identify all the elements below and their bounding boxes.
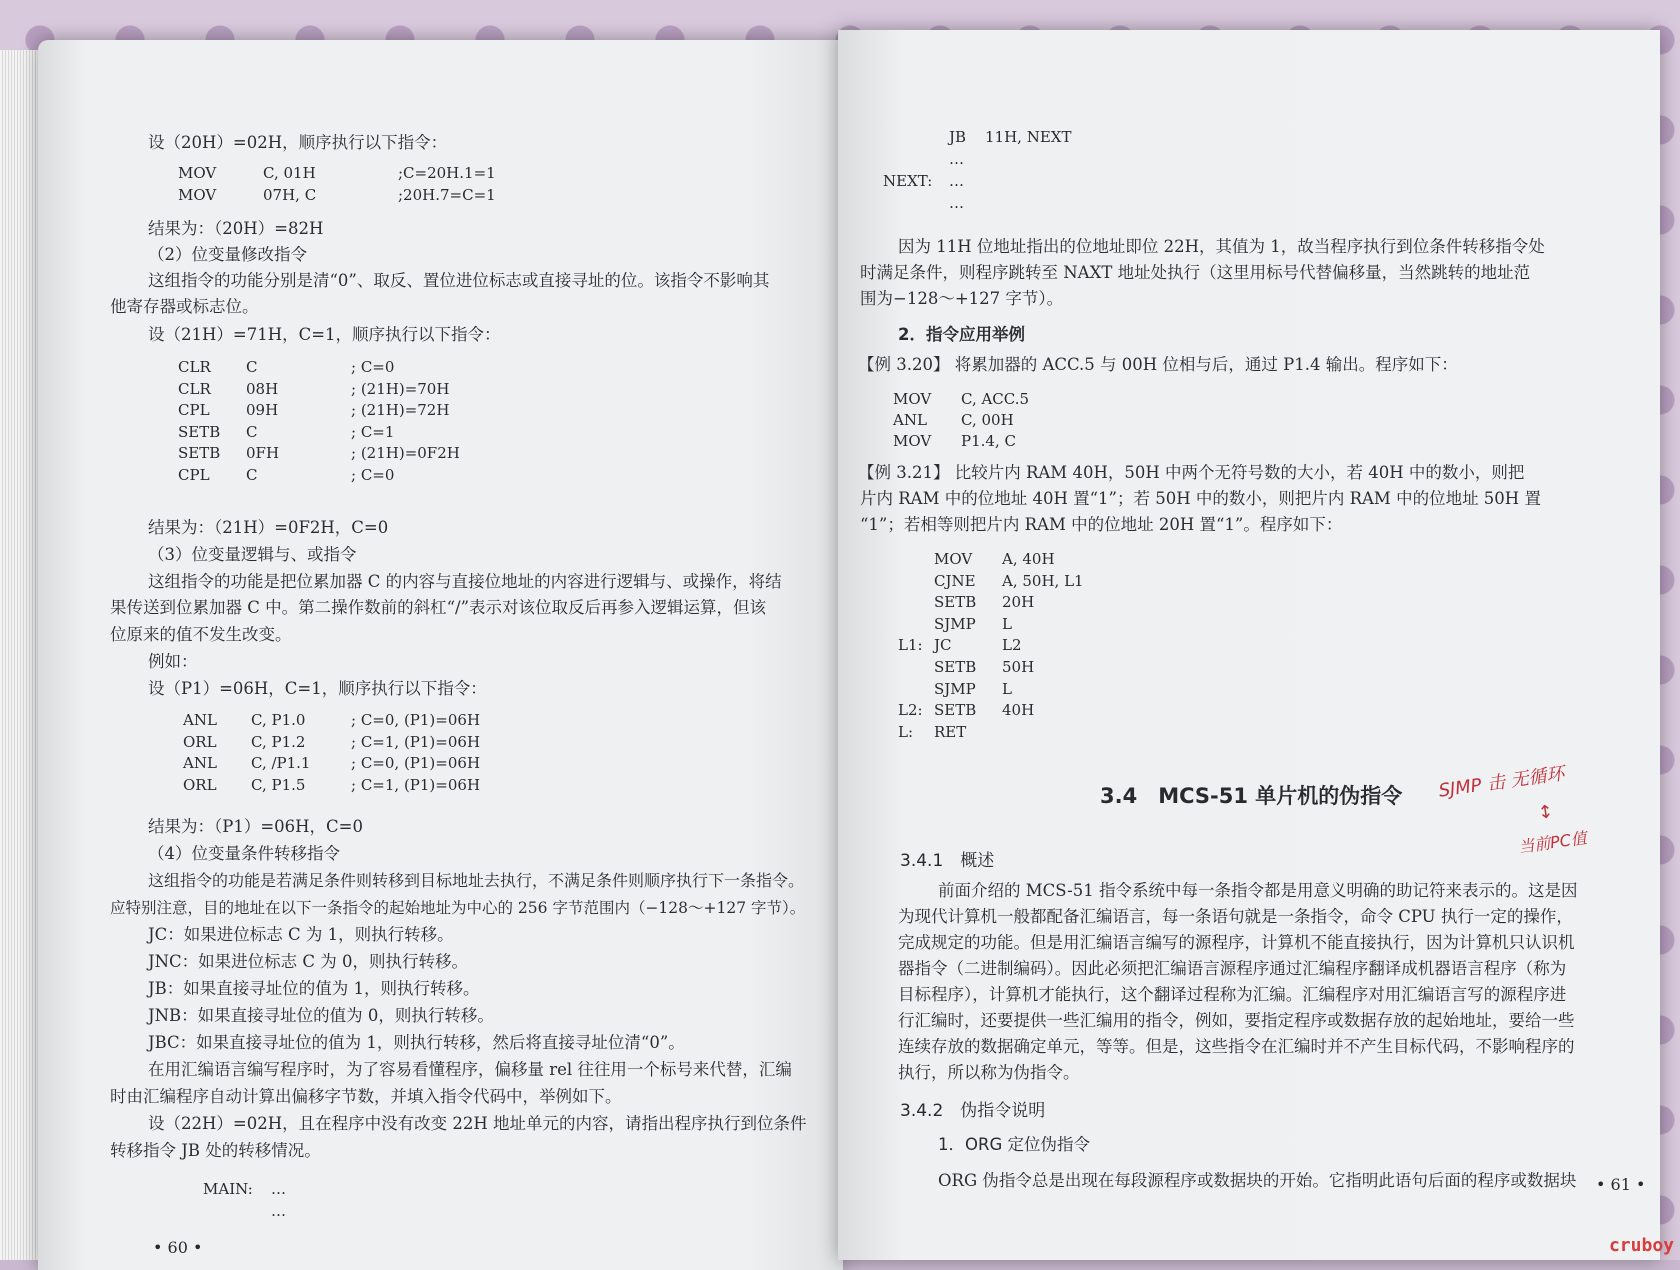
text-line: 他寄存器或标志位。 [110, 297, 259, 316]
code-block [893, 388, 1081, 451]
code-line [178, 464, 511, 486]
code-token: C, ACC.5 [961, 390, 1030, 408]
text-line: ORG 伪指令总是出现在每段源程序或数据块的开始。它指明此语句后面的程序或数据块 [938, 1171, 1577, 1190]
code-line [178, 356, 511, 378]
code-token: MOV [178, 186, 217, 204]
code-token: SJMP [934, 679, 976, 698]
page-number: • 60 • [153, 1238, 203, 1257]
text-line: 在用汇编语言编写程序时，为了容易看懂程序，偏移量 rel 往往用一个标号来代替，汇编 [148, 1060, 792, 1079]
code-token: C, 00H [961, 411, 1014, 429]
subsection-heading: 3.4.2 伪指令说明 [900, 1101, 1046, 1121]
text-line: 目标程序），计算机才能执行，这个翻译过程称为汇编。汇编程序对用汇编语言写的源程序进 [898, 985, 1567, 1004]
text-line: 【例 3.20】 将累加器的 ACC.5 与 00H 位相与后，通过 P1.4 输出。程序如下： [858, 355, 1458, 374]
code-token: SETB [178, 444, 221, 462]
code-block [178, 356, 511, 485]
code-token: ;20H.7=C=1 [398, 186, 496, 204]
text-line: JC：如果进位标志 C 为 1，则执行转移。 [148, 925, 454, 944]
code-token: ; (21H)=72H [351, 401, 450, 419]
text-line: 转移指令 JB 处的转移情况。 [110, 1141, 321, 1160]
code-line [883, 126, 1125, 148]
code-token: C, P1.2 [251, 732, 306, 751]
code-token: C, 01H [263, 164, 316, 182]
code-line [883, 148, 1125, 170]
code-token: L [1002, 679, 1012, 698]
text-line: 时由汇编程序自动计算出偏移字节数，并填入指令代码中，举例如下。 [110, 1087, 622, 1106]
code-line [183, 752, 521, 774]
code-line [883, 170, 1125, 192]
code-line [203, 1200, 311, 1222]
text-line: （2）位变量修改指令 [148, 245, 307, 264]
code-token: L2: [898, 701, 923, 720]
code-token: C [246, 358, 258, 376]
text-line: 为现代计算机一般都配备汇编语言，每一条语句就是一条指令，命令 CPU 执行一定的操作， [898, 907, 1573, 926]
text-line: 这组指令的功能分别是清“0”、取反、置位进位标志或直接寻址的位。该指令不影响其 [148, 271, 770, 290]
code-token: CPL [178, 465, 210, 484]
code-line [183, 774, 521, 796]
text-line: 行汇编时，还要提供一些汇编用的指令，例如，要指定程序或数据存放的起始地址，要给一些 [898, 1011, 1575, 1030]
book-edge [0, 50, 38, 1260]
code-line [893, 409, 1081, 430]
code-token: ;C=20H.1=1 [398, 164, 496, 182]
code-token: SETB [178, 422, 221, 441]
code-token: ; C=1 [351, 422, 395, 441]
code-token: SETB [934, 701, 977, 720]
code-token: … [271, 1202, 286, 1220]
code-token: CLR [178, 358, 211, 376]
code-token: C [246, 422, 258, 441]
text-line: 设（P1）=06H，C=1，顺序执行以下指令： [148, 679, 487, 698]
code-token: ANL [893, 411, 927, 429]
code-line [898, 721, 1122, 743]
text-line: JB：如果直接寻址位的值为 1，则执行转移。 [148, 979, 480, 998]
code-token: ; C=0, (P1)=06H [351, 711, 481, 729]
code-line [893, 430, 1081, 451]
code-token: L: [898, 722, 914, 741]
code-line [898, 678, 1122, 700]
code-block [883, 126, 1125, 214]
code-token: CPL [178, 401, 210, 419]
text-line: 完成规定的功能。但是用汇编语言编写的源程序，计算机不能直接执行，因为计算机只认识机 [898, 933, 1575, 952]
code-token: CJNE [934, 571, 976, 590]
section-heading: 3.4 MCS-51 单片机的伪指令 [1100, 784, 1403, 808]
code-token: C [246, 465, 258, 484]
code-token: MOV [893, 390, 932, 408]
code-token: ; C=0 [351, 465, 395, 484]
code-token: ORL [183, 732, 217, 751]
right-page [838, 30, 1660, 1260]
code-token: 07H, C [263, 186, 317, 204]
code-token: L1: [898, 636, 923, 655]
code-line [178, 399, 511, 421]
code-token: … [949, 194, 964, 212]
code-line [898, 656, 1122, 678]
code-token: … [949, 172, 964, 190]
text-line: （3）位变量逻辑与、或指令 [148, 545, 357, 564]
code-token: A, 50H, L1 [1002, 571, 1084, 590]
code-line [178, 421, 511, 443]
code-token: ; C=1, (P1)=06H [351, 732, 481, 751]
code-token: L [1002, 614, 1012, 633]
code-token: ; C=0, (P1)=06H [351, 754, 481, 772]
code-token: SETB [934, 593, 977, 612]
code-block [183, 709, 521, 795]
code-line [883, 192, 1125, 214]
subsection-heading: 3.4.1 概述 [900, 851, 995, 871]
code-token: ORL [183, 775, 217, 794]
code-line [898, 591, 1122, 613]
code-line [183, 709, 521, 731]
text-line: 这组指令的功能是把位累加器 C 的内容与直接位地址的内容进行逻辑与、或操作，将结 [148, 572, 782, 591]
text-line: JNC：如果进位标志 C 为 0，则执行转移。 [148, 952, 469, 971]
code-token: ; (21H)=0F2H [351, 444, 460, 462]
code-line [898, 613, 1122, 635]
code-token: 50H [1002, 657, 1035, 676]
code-token: … [949, 150, 964, 168]
code-block [898, 548, 1122, 742]
code-token: 40H [1002, 701, 1035, 720]
code-line [178, 442, 511, 464]
text-line: 结果为：（P1）=06H，C=0 [148, 817, 364, 836]
code-token: ; C=0 [351, 358, 395, 376]
code-token: SJMP [934, 614, 976, 633]
handwritten-annotation: SJMP 击 无循环 [1437, 763, 1566, 802]
code-token: SETB [934, 657, 977, 676]
text-line: 例如： [148, 652, 198, 671]
text-line: 结果为：（21H）=0F2H，C=0 [148, 518, 389, 537]
code-token: CLR [178, 379, 211, 398]
text-line: 结果为：（20H）=82H [148, 219, 324, 238]
code-token: ANL [183, 754, 217, 772]
code-token: C, P1.5 [251, 775, 306, 794]
code-token: MAIN: [203, 1180, 253, 1198]
code-token: ANL [183, 711, 217, 729]
code-token: 0FH [246, 444, 280, 462]
code-token: … [271, 1180, 286, 1198]
text-line: 设（21H）=71H，C=1，顺序执行以下指令： [148, 325, 501, 344]
code-token: MOV [178, 164, 217, 182]
text-line: （4）位变量条件转移指令 [148, 844, 340, 863]
code-token: 08H [246, 379, 279, 398]
code-token: NEXT: [883, 172, 933, 190]
code-token: 20H [1002, 593, 1035, 612]
text-line: “1”；若相等则把片内 RAM 中的位地址 20H 置“1”。程序如下： [860, 515, 1343, 534]
text-line: JBC：如果直接寻址位的值为 1，则执行转移，然后将直接寻址位清“0”。 [148, 1033, 685, 1052]
code-block [178, 162, 558, 206]
text-line: 应特别注意，目的地址在以下一条指令的起始地址为中心的 256 字节范围内（−128～+127 字节）。 [110, 899, 806, 917]
code-block [203, 1178, 311, 1222]
subheading: 2．指令应用举例 [898, 325, 1025, 344]
handwritten-arrow: ↕ [1536, 801, 1555, 824]
text-line: 器指令（二进制编码）。因此必须把汇编语言源程序通过汇编程序翻译成机器语言程序（称为 [898, 959, 1567, 978]
code-line [183, 731, 521, 753]
page-number: • 61 • [1596, 1175, 1646, 1194]
code-line [898, 570, 1122, 592]
code-token: JB [949, 128, 967, 146]
code-token: ; (21H)=70H [351, 379, 450, 398]
text-line: 执行，所以称为伪指令。 [898, 1063, 1080, 1082]
text-line: 片内 RAM 中的位地址 40H 置“1”；若 50H 中的数小，则把片内 RAM 中的位地址 50H 置 [860, 489, 1541, 508]
code-token: A, 40H [1002, 550, 1055, 568]
code-line [178, 378, 511, 400]
text-line: 因为 11H 位地址指出的位地址即位 22H，其值为 1，故当程序执行到位条件转移指令处 [898, 237, 1545, 256]
handwritten-annotation: 当前PC值 [1517, 828, 1588, 857]
code-line [178, 184, 558, 206]
left-page [38, 40, 843, 1270]
code-token: C, P1.0 [251, 711, 306, 729]
code-line [898, 548, 1122, 570]
code-token: C, /P1.1 [251, 754, 311, 772]
code-line [178, 162, 558, 184]
code-token: MOV [893, 432, 932, 450]
text-line: 设（22H）=02H，且在程序中没有改变 22H 地址单元的内容，请指出程序执行到位条件 [148, 1114, 807, 1133]
code-line [898, 634, 1122, 656]
text-line: 前面介绍的 MCS-51 指令系统中每一条指令都是用意义明确的助记符来表示的。这是因 [938, 881, 1578, 900]
text-line: 连续存放的数据确定单元，等等。但是，这些指令在汇编时并不产生目标代码，不影响程序的 [898, 1037, 1575, 1056]
text-line: JNB：如果直接寻址位的值为 0，则执行转移。 [148, 1006, 494, 1025]
subheading: 1．ORG 定位伪指令 [938, 1135, 1090, 1154]
text-line: 围为−128～+127 字节）。 [860, 289, 1064, 308]
text-line: 果传送到位累加器 C 中。第二操作数前的斜杠“/”表示对该位取反后再参入逻辑运算，但该 [110, 598, 767, 617]
code-token: ; C=1, (P1)=06H [351, 775, 481, 794]
code-token: RET [934, 722, 967, 741]
code-token: L2 [1002, 636, 1022, 655]
code-line [893, 388, 1081, 409]
code-line [898, 699, 1122, 721]
code-token: P1.4, C [961, 432, 1016, 450]
text-line: 位原来的值不发生改变。 [110, 625, 292, 644]
text-line: 时满足条件，则程序跳转至 NAXT 地址处执行（这里用标号代替偏移量，当然跳转的地址范 [860, 263, 1531, 282]
code-token: JC [934, 636, 952, 655]
watermark: cruboy [1608, 1235, 1674, 1256]
code-token: 11H, NEXT [985, 128, 1072, 146]
text-line: 【例 3.21】 比较片内 RAM 40H，50H 中两个无符号数的大小，若 40H 中的数小，则把 [858, 463, 1525, 482]
code-token: 09H [246, 401, 279, 419]
code-line [203, 1178, 311, 1200]
text-line: 这组指令的功能是若满足条件则转移到目标地址去执行，不满足条件则顺序执行下一条指令。 [148, 871, 805, 890]
text-line: 设（20H）=02H，顺序执行以下指令： [148, 133, 448, 152]
code-token: MOV [934, 550, 973, 568]
